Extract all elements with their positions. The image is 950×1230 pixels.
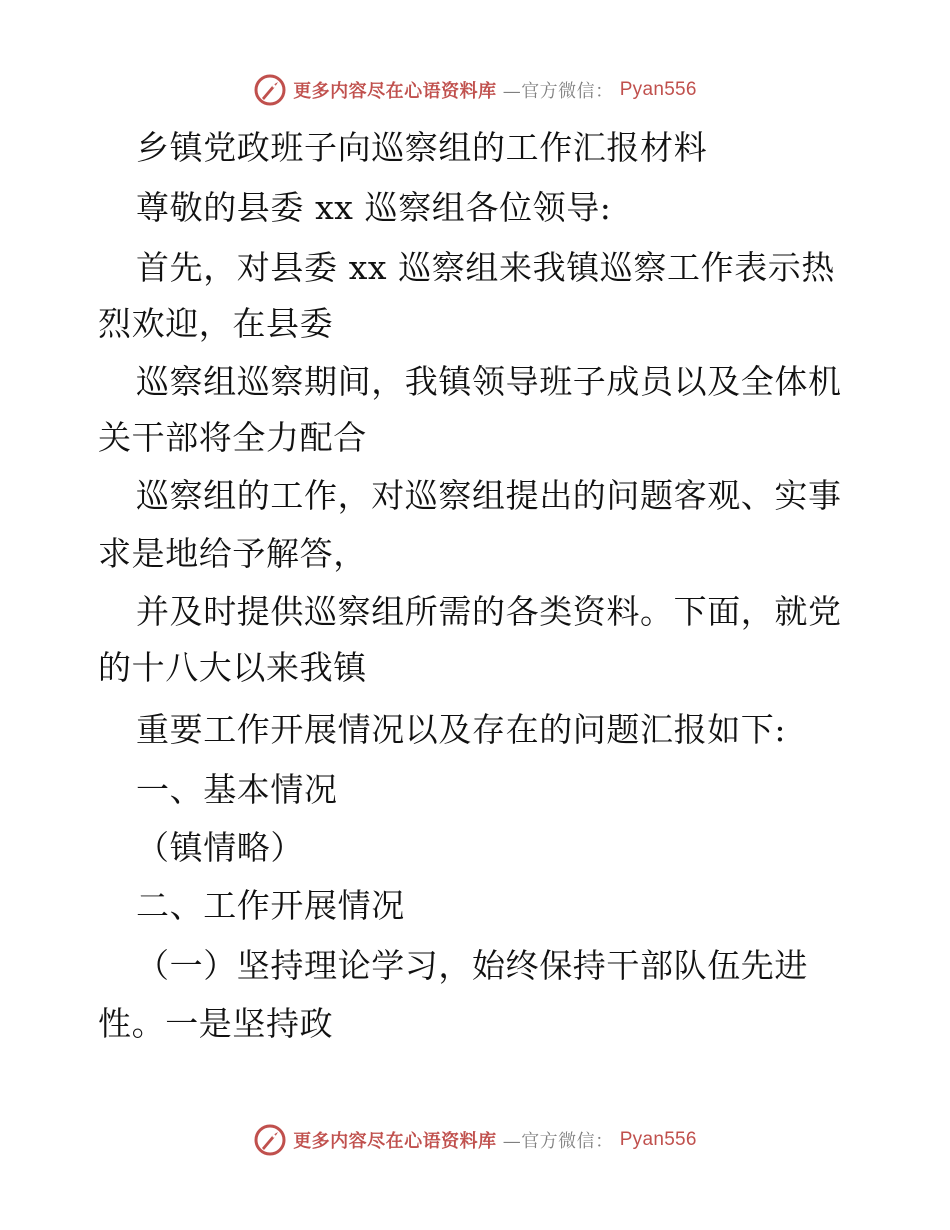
watermark-site-text: 更多内容尽在心语资料库 (293, 81, 497, 102)
subsection-heading: （一）坚持理论学习，始终保持干部队伍先进 (136, 946, 808, 985)
watermark-wechat-id: Pyan556 (619, 79, 697, 100)
watermark-wechat-label: —官方微信： (502, 1131, 614, 1152)
section-heading: 二、工作开展情况 (136, 886, 405, 925)
paragraph-line: 巡察组的工作，对巡察组提出的问题客观、实事 (136, 476, 842, 515)
pen-nib-logo-icon (253, 1123, 287, 1157)
footer-watermark (0, 1120, 950, 1160)
document-title: 乡镇党政班子向巡察组的工作汇报材料 (136, 128, 708, 167)
watermark-wechat-id: Pyan556 (619, 1129, 697, 1150)
watermark-wechat-label: —官方微信： (502, 81, 614, 102)
salutation-line: 尊敬的县委 xx 巡察组各位领导: (136, 188, 612, 227)
paragraph-line: 首先，对县委 xx 巡察组来我镇巡察工作表示热 (136, 248, 836, 287)
paragraph-line: 性。一是坚持政 (98, 1004, 334, 1043)
paragraph-line: 的十八大以来我镇 (98, 648, 367, 687)
paragraph-line: （镇情略） (136, 828, 304, 867)
paragraph-line: 烈欢迎，在县委 (98, 304, 334, 343)
paragraph-line: 巡察组巡察期间，我镇领导班子成员以及全体机 (136, 362, 842, 401)
section-heading: 一、基本情况 (136, 770, 338, 809)
paragraph-line: 并及时提供巡察组所需的各类资料。下面，就党 (136, 592, 842, 631)
paragraph-line: 关干部将全力配合 (98, 418, 367, 457)
paragraph-line: 求是地给予解答， (98, 534, 367, 573)
paragraph-line: 重要工作开展情况以及存在的问题汇报如下: (136, 710, 787, 749)
watermark-site-text: 更多内容尽在心语资料库 (293, 1131, 497, 1152)
